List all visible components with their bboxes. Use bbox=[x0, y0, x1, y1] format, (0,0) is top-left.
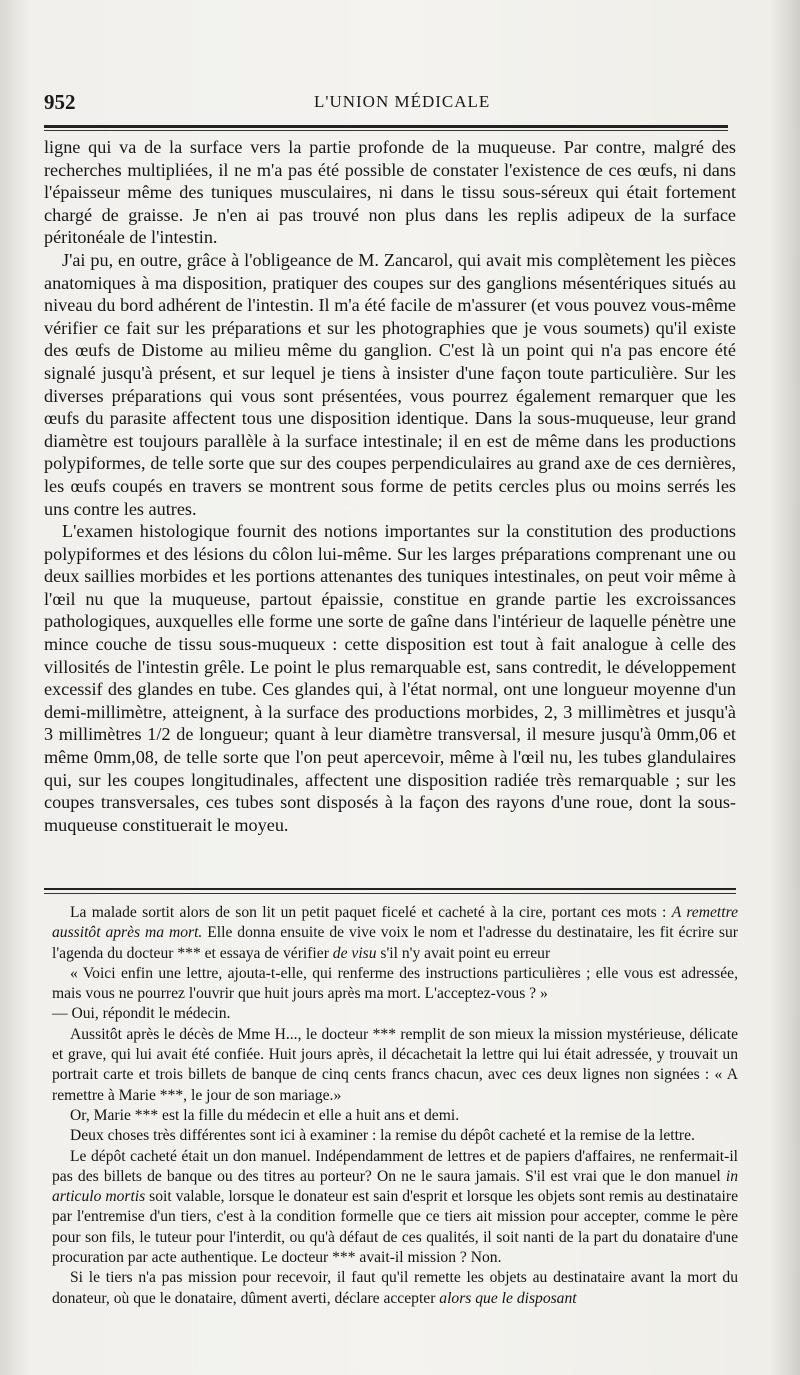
text-run: soit valable, lorsque le donateur est sain d'esprit et lorsque les objets sont remis au destinataire par l'entremise d'un tiers, c'est à la condition formelle que ce tiers ait mission pour accepter, comme le père pour son fils, le tuteur pour l'interdit, ou qu'à défaut de ces qualités, il soit nanti de la part du donataire d'une procuration par acte authentique. Le docteur *** avait-il mission ? Non. bbox=[52, 1188, 738, 1267]
text-run: Si le tiers n'a pas mission pour recevoir, il faut qu'il remette les objets au destinataire avant la mort du donateur, où que le donataire, dûment averti, déclare accepter bbox=[52, 1269, 738, 1307]
feuilleton-text bbox=[52, 903, 738, 1309]
feuilleton-paragraph bbox=[52, 903, 738, 964]
feuilleton-paragraph bbox=[52, 1147, 738, 1269]
header-rule-thin bbox=[44, 130, 728, 131]
body-paragraph: ligne qui va de la surface vers la partie profonde de la muqueuse. Par contre, malgré des recherches multipliées, il ne m'a pas été possible de constater l'existence de ces œufs, ni dans l'épaisseur même des tuniques musculaires, ni dans le tissu sous-séreux qui était fortement chargé de graisse. Je n'en ai pas trouvé non plus dans les replis adipeux de la surface péritonéale de l'intestin. bbox=[44, 137, 736, 248]
body-paragraph: L'examen histologique fournit des notions importantes sur la constitution des productions polypiformes et des lésions du côlon lui-même. Sur les larges préparations comprenant une ou deux saillies morbides et les portions attenantes des tuniques intestinales, on peut voir même à l'œil nu que la muqueuse, partout épaissie, constitue en grande partie les excroissances pathologiques, auxquelles elle forme une sorte de gaîne dans l'intérieur de laquelle pénètre une mince couche de tissu sous-muqueux : cette disposition est tout à fait analogue à celle des villosités de l'intestin grêle. Le point le plus remarquable est, sans contredit, le développement excessif des glandes en tube. Ces glandes qui, à l'état normal, ont une longueur moyenne d'un demi-millimètre, atteignent, à la surface des productions morbides, 2, 3 millimètres et jusqu'à 3 millimètres 1/2 de longueur; quant à leur diamètre transversal, il mesure jusqu'à 0mm,06 et même 0mm,08, de telle sorte que l'on peut apercevoir, même à l'œil nu, les tubes glandulaires qui, sur les coupes longitudinales, affectent une disposition radiée très remarquable ; sur les coupes transversales, ces tubes sont disposés à la façon des rayons d'une roue, dont la sous-muqueuse constituerait le moyeu. bbox=[44, 521, 736, 835]
text-run: s'il n'y avait point eu erreur bbox=[376, 944, 551, 962]
italic-run: de visu bbox=[332, 944, 377, 962]
feuilleton-paragraph: Aussitôt après le décès de Mme H..., le docteur *** remplit de son mieux la mission mystérieuse, délicate et grave, qui lui avait été confiée. Huit jours après, il décachetait la lettre qui lui était adressée, y trouvait un portrait carte et trois billets de banque de cinq cents francs chacun, avec ces deux lignes non signées : « A remettre à Marie ***, le jour de son mariage.» bbox=[52, 1025, 738, 1104]
feuilleton-paragraph: Deux choses très différentes sont ici à examiner : la remise du dépôt cacheté et la remise de la lettre. bbox=[70, 1127, 695, 1145]
main-body-text bbox=[44, 136, 736, 836]
running-head: L'UNION MÉDICALE bbox=[314, 92, 491, 111]
body-paragraph: J'ai pu, en outre, grâce à l'obligeance de M. Zancarol, qui avait mis complètement les pièces anatomiques à ma disposition, pratiquer des coupes sur des ganglions mésentériques situés au niveau du bord adhérent de l'intestin. Il m'a été facile de m'assurer (et vous pouvez vous-même vérifier ce fait sur les préparations et sur les photographies que je vous soumets) qu'il existe des œufs de Distome au milieu même du ganglion. C'est là un point qui n'a pas encore été signalé jusqu'à présent, et sur lequel je tiens à insister d'une façon toute particulière. Sur les diverses préparations qui vous sont présentées, vous pourrez également remarquer que les œufs du parasite affectent tous une disposition identique. Dans la sous-muqueuse, leur grand diamètre est toujours parallèle à la surface intestinale; il en est de même dans les productions polypiformes, de telle sorte que sur des coupes perpendiculaires au grand axe de ces dernières, les œufs coupés en travers se montrent sous forme de petits cercles plus ou moins serrés les uns contre les autres. bbox=[44, 249, 736, 519]
italic-run: alors que le disposant bbox=[439, 1289, 577, 1307]
feuilleton-paragraph bbox=[52, 1268, 738, 1309]
italic-run: A remettre aussitôt après ma mort. bbox=[52, 904, 738, 942]
page-number: 952 bbox=[44, 90, 76, 114]
feuilleton-rule bbox=[44, 888, 736, 890]
page-header bbox=[44, 90, 724, 118]
text-run: Le dépôt cacheté était un don manuel. Indépendamment de lettres et de papiers d'affaires, ne renfermait-il pas des billets de banque ou des titres au porteur? On ne le saura jamais. S'il est vrai que le don manuel bbox=[52, 1147, 738, 1185]
feuilleton-paragraph: Or, Marie *** est la fille du médecin et elle a huit ans et demi. bbox=[70, 1106, 460, 1124]
text-run: Elle donna ensuite de vive voix le nom et l'adresse du destinataire, les fit écrire sur l'agenda du docteur *** et essaya de vérifier bbox=[52, 924, 738, 962]
feuilleton-rule-thin bbox=[44, 893, 736, 894]
header-rule bbox=[44, 125, 728, 128]
italic-run: in articulo mortis bbox=[52, 1167, 738, 1206]
feuilleton-paragraph: — Oui, répondit le médecin. bbox=[52, 1005, 231, 1023]
feuilleton-paragraph: « Voici enfin une lettre, ajouta-t-elle, qui renferme des instructions particulières ; elle vous est adressée, mais vous ne pourrez l'ouvrir que huit jours après ma mort. L'acceptez-vous ? » bbox=[52, 964, 738, 1003]
text-run: La malade sortit alors de son lit un petit paquet ficelé et cacheté à la cire, portant ces mots : bbox=[70, 904, 672, 921]
